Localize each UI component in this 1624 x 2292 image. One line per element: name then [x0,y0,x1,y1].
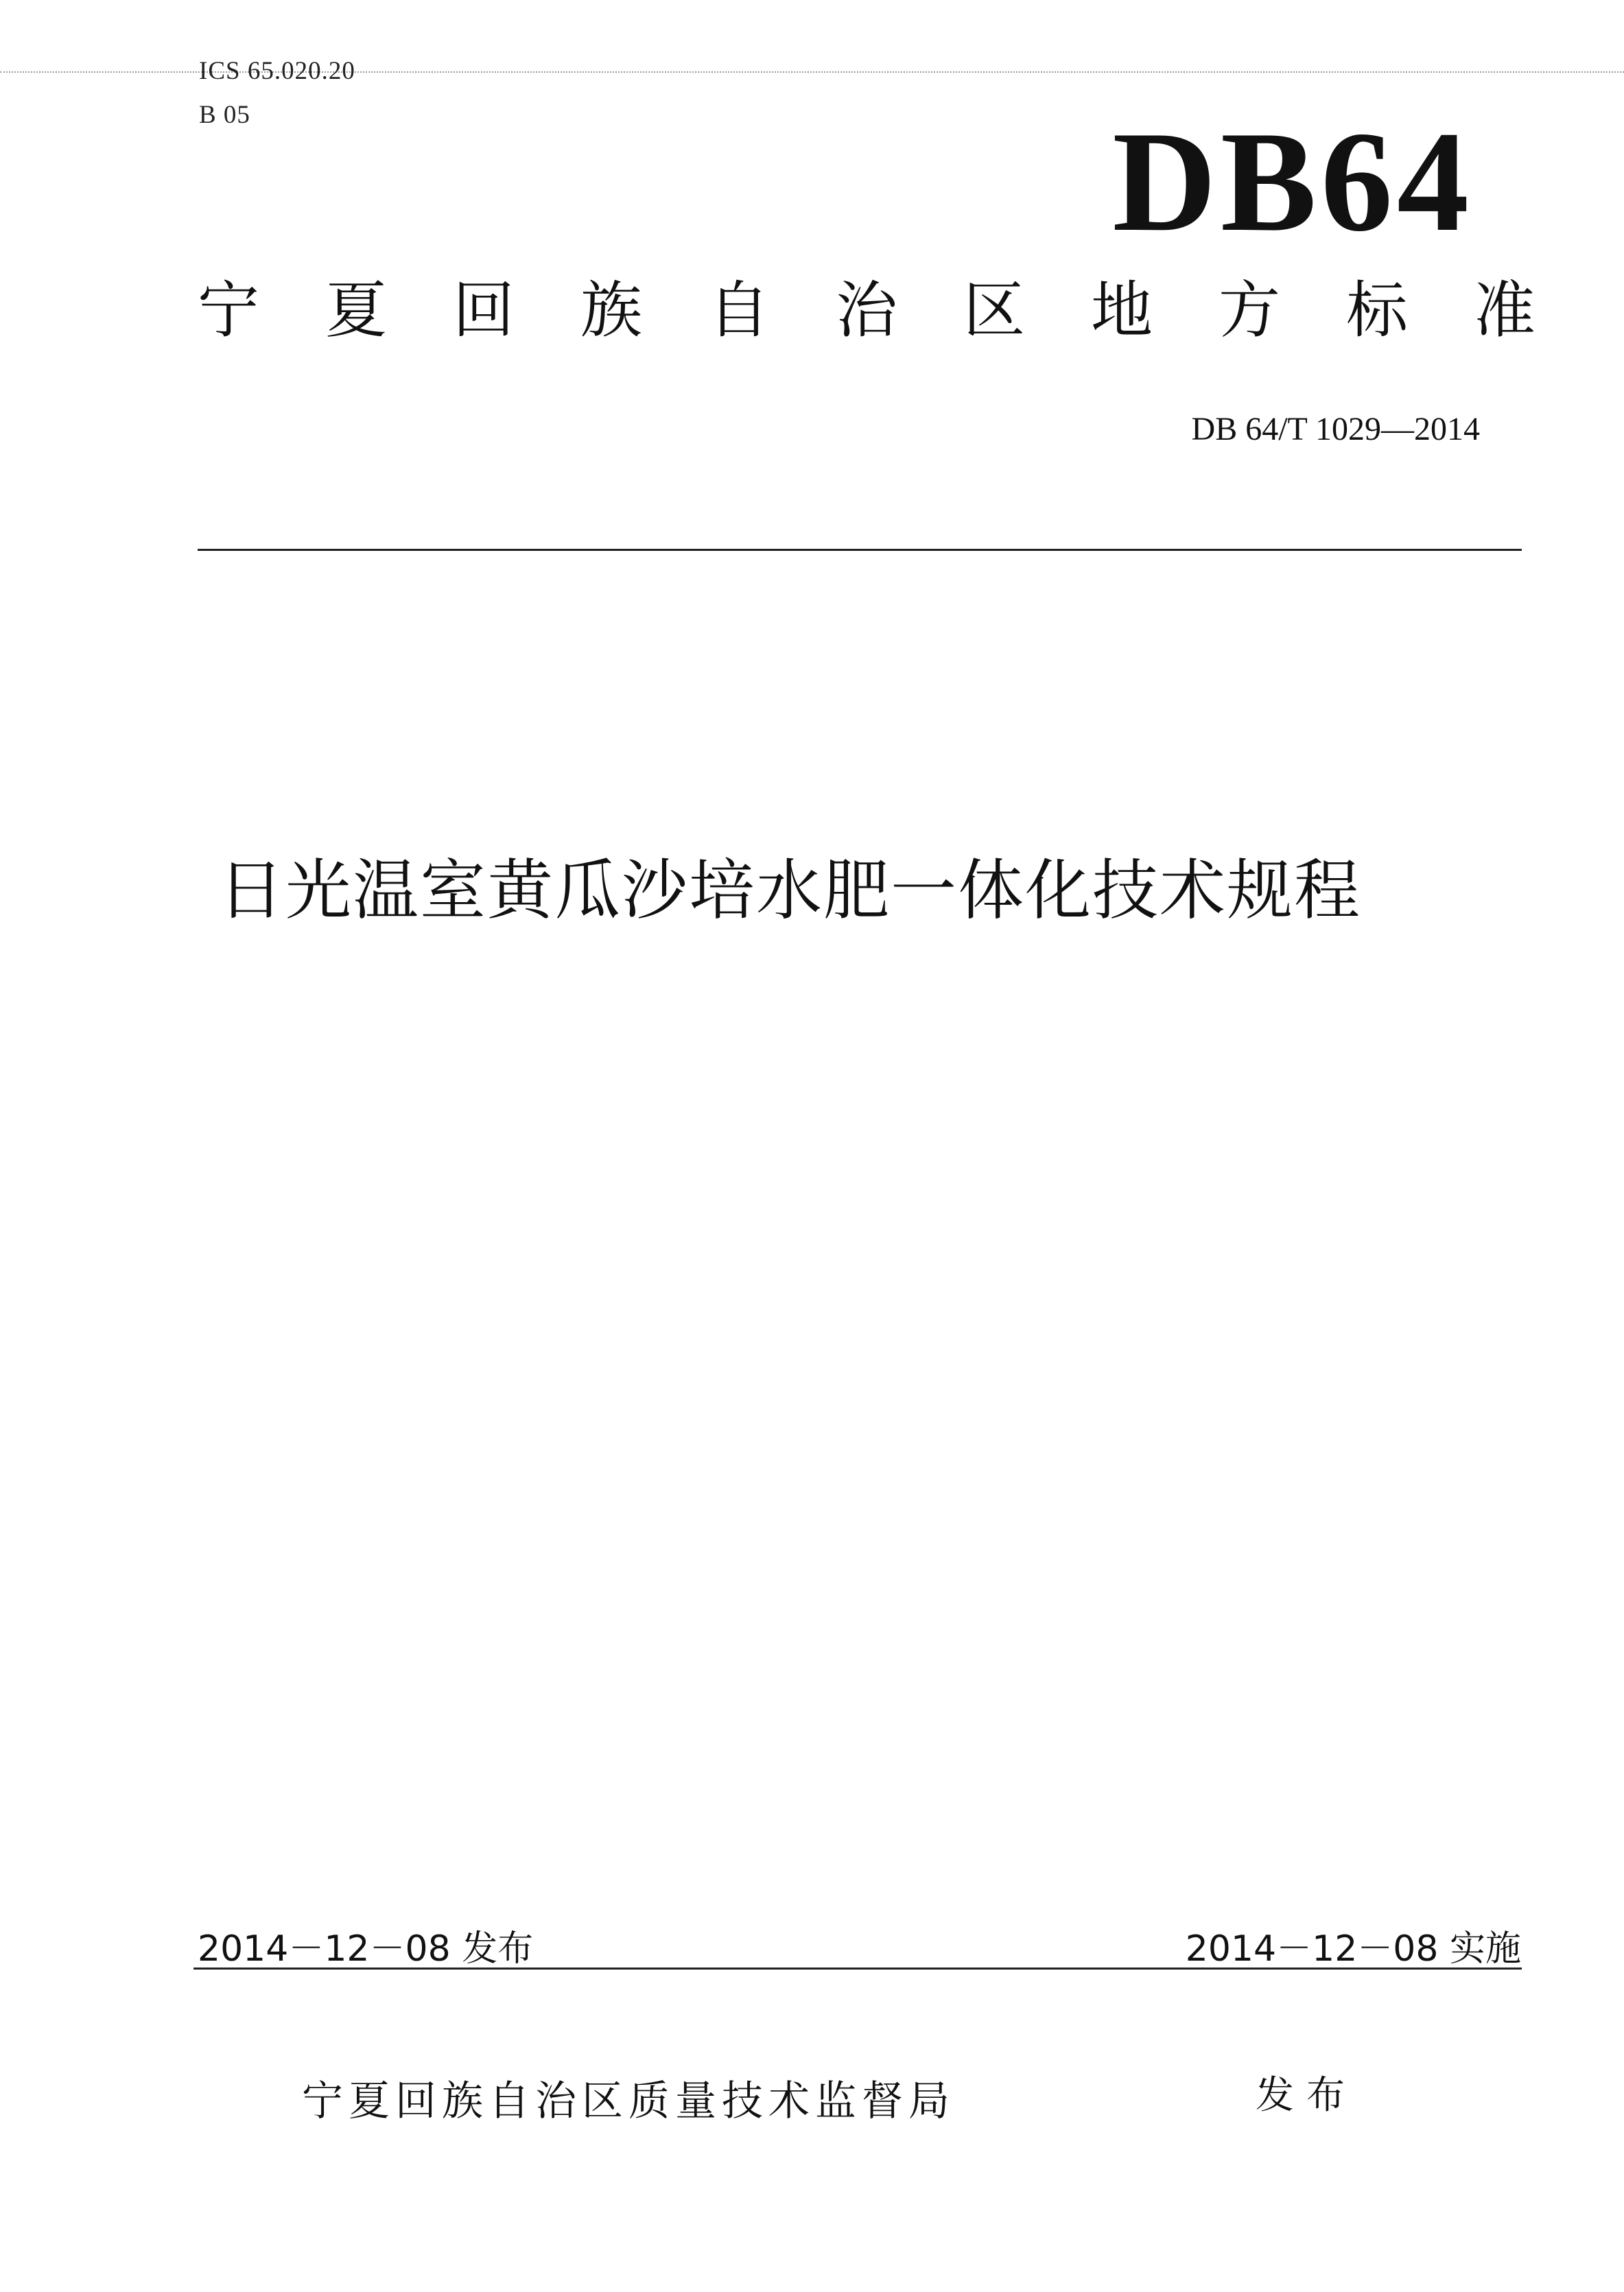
standard-category [198,274,1535,346]
issue-date: 2014－12－08 发布 [198,1928,534,1970]
db64-logo: DB64 [1112,102,1473,261]
category-char: 夏 [325,274,387,346]
category-char: 标 [1346,274,1408,346]
implementation-date: 2014－12－08 实施 [1185,1928,1521,1970]
category-char: 方 [1219,274,1280,346]
ccs-code: B 05 [199,101,250,129]
category-char: 地 [1091,274,1153,346]
publisher-name: 宁夏回族自治区质量技术监督局 [302,2077,955,2125]
category-char: 区 [963,274,1025,346]
document-title: 日光温室黄瓜沙培水肥一体化技术规程 [218,852,1361,929]
ics-code: ICS 65.020.20 [199,57,355,85]
category-char: 回 [453,274,515,346]
footer-divider [193,1968,1522,1970]
publish-label: 发布 [1256,2073,1357,2118]
category-char: 准 [1474,274,1535,346]
category-char: 族 [580,274,642,346]
standard-number: DB 64/T 1029—2014 [1191,411,1480,447]
header-divider [198,549,1522,551]
category-char: 治 [836,274,897,346]
category-char: 自 [708,274,770,346]
category-char: 宁 [198,274,259,346]
